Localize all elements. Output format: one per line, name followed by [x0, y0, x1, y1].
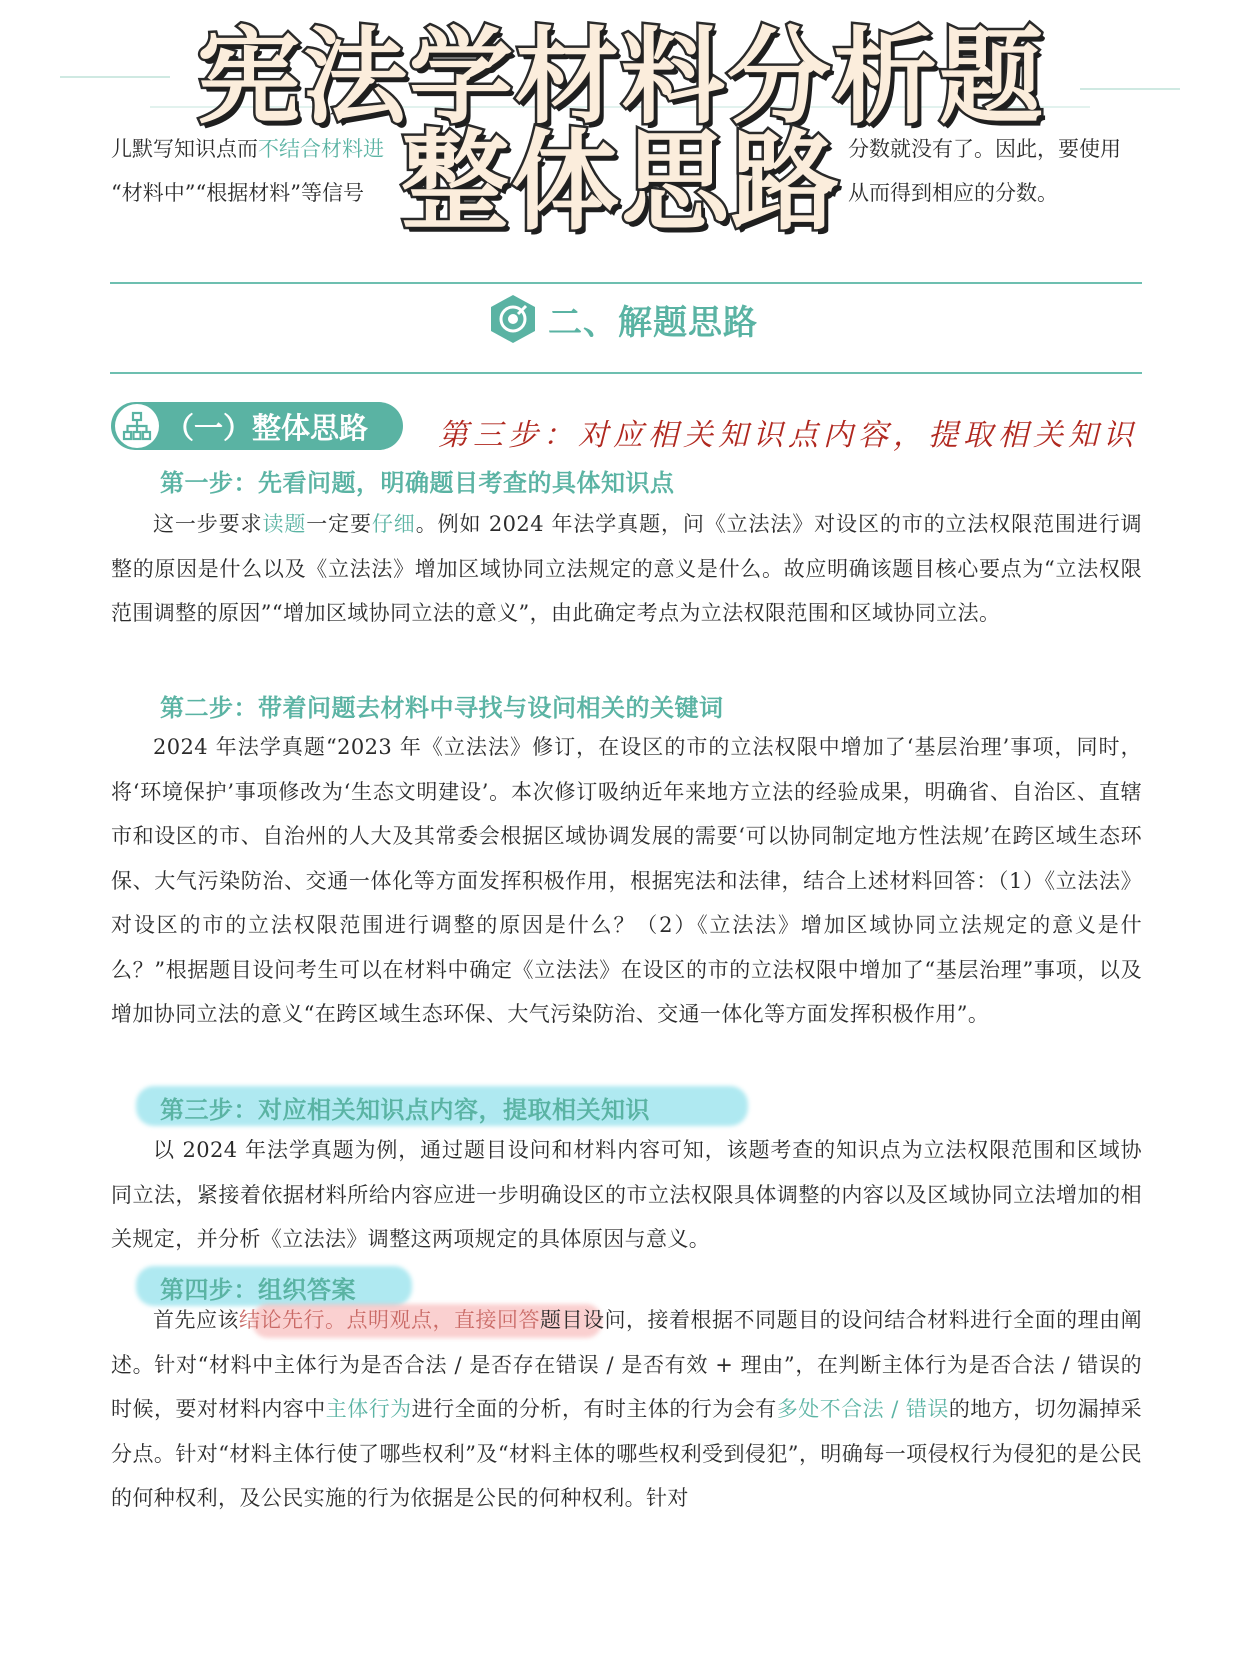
step-1-paragraph: 这一步要求读题一定要仔细。例如 2024 年法学真题，问《立法法》对设区的市的立法权限范围进行调整的原因是什么以及《立法法》增加区域协同立法规定的意义是什么。故应明确该题目核心要点为“立法权限范围调整的原因”“增加区域协同立法的意义”，由此确定考点为立法权限范围和区域协同立法。 [111, 512, 1142, 625]
intro-line-2-end: 从而得到相应的分数。 [848, 181, 1058, 205]
step-4-paragraph: 首先应该结论先行。点明观点，直接回答题目设问，接着根据不同题目的设问结合材料进行全面的理由阐述。针对“材料中主体行为是否合法 / 是否存在错误 / 是否有效 + 理由”，在判断主体行为是否合法 / 错误的时候，要对材料内容中主体行为进行全面的分析，有时主体的行为会有多处不合法 / 错误的地方，切勿漏掉采分点。针对“材料主体行使了哪些权利”及“材料主体的哪些权利受到侵犯”，明确每一项侵权行为侵犯的是公民的何种权利，及公民实施的行为依据是公民的何种权利。针对 [111, 1308, 1143, 1510]
subsection-pill [111, 402, 403, 450]
section-title: 二、解题思路 [548, 302, 758, 343]
step-3-heading: 第三步：对应相关知识点内容，提取相关知识 [160, 1096, 650, 1124]
section-heading [490, 294, 758, 344]
step-3-paragraph: 以 2024 年法学真题为例，通过题目设问和材料内容可知，该题考查的知识点为立法权限范围和区域协同立法，紧接着依据材料所给内容应进一步明确设区的市立法权限具体调整的内容以及区域协同立法增加的相关规定，并分析《立法法》调整这两项规定的具体原因与意义。 [111, 1138, 1142, 1251]
handwritten-note: 第三步：对应相关知识点内容，提取相关知识 [438, 418, 1138, 453]
overlay-title-line-1: 宪法学材料分析题 [196, 16, 1045, 138]
org-chart-icon [115, 404, 159, 448]
step-1-heading: 第一步：先看问题，明确题目考查的具体知识点 [160, 469, 675, 497]
overlay-title-line-2: 整体思路 [400, 120, 841, 245]
intro-line-1-end: 分数就没有了。因此，要使用 [848, 137, 1121, 161]
divider-bottom [110, 372, 1142, 374]
intro-line-2: “材料中”“根据材料”等信号 [111, 181, 364, 205]
divider-top [110, 282, 1142, 284]
step-2-paragraph: 2024 年法学真题“2023 年《立法法》修订，在设区的市的立法权限中增加了‘基层治理’事项，同时，将‘环境保护’事项修改为‘生态文明建设’。本次修订吸纳近年来地方立法的经验成果，明确省、自治区、直辖市和设区的市、自治州的人大及其常委会根据区域协调发展的需要‘可以协同制定地方性法规’在跨区域生态环保、大气污染防治、交通一体化等方面发挥积极作用，根据宪法和法律，结合上述材料回答：（1）《立法法》对设区的市的立法权限范围进行调整的原因是什么？（2）《立法法》增加区域协同立法规定的意义是什么？”根据题目设问考生可以在材料中确定《立法法》在设区的市的立法权限中增加了“基层治理”事项，以及增加协同立法的意义“在跨区域生态环保、大气污染防治、交通一体化等方面发挥积极作用”。 [111, 735, 1142, 1026]
hexagon-target-icon [490, 294, 536, 344]
step-4-heading: 第四步：组织答案 [160, 1276, 356, 1304]
step-2-heading: 第二步：带着问题去材料中寻找与设问相关的关键词 [160, 694, 724, 722]
intro-line-1: 儿默写知识点而不结合材料进 [111, 137, 384, 161]
subsection-title: （一）整体思路 [165, 410, 369, 445]
